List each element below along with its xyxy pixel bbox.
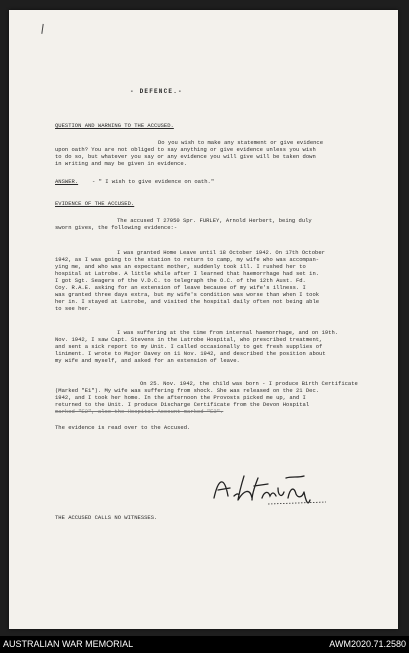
paragraph-1-line: to see her. <box>55 305 92 312</box>
answer-label: ANSWER. <box>55 178 79 185</box>
paragraph-1-line: 1942, as I was going to the station to return to camp, my wife who was accompan- <box>55 256 320 263</box>
paragraph-2-line: I was suffering at the time from internal haemorrhage, and on 19th. <box>117 329 339 336</box>
document-title: - DEFENCE.- <box>130 88 183 95</box>
paragraph-2-line: liniment. I wrote to Major Davey on 11 Nov. 1942, and described the position about <box>55 350 326 357</box>
paragraph-1-line: was granted three days extra, but my wife's condition was worse than when I took <box>55 291 320 298</box>
sworn-line: sworn gives, the following evidence:- <box>55 224 178 231</box>
read-over-statement: The evidence is read over to the Accused. <box>55 424 191 431</box>
paragraph-1-line: Coy. R.A.E. asking for an extension of leave because of my wife's illness. I <box>55 284 306 291</box>
document-page <box>9 10 398 629</box>
paragraph-1-line: ying me, and who was an expectant mother, suddenly took ill. I rushed her to <box>55 263 306 270</box>
caution-line: upon oath? You are not obliged to say anything or give evidence unless you wish <box>55 146 316 153</box>
archive-footer <box>0 636 409 653</box>
caution-line: to do so, but whatever you say or any evidence you will give will be taken down <box>55 153 316 160</box>
paragraph-3-line: 1942, and I took her home. In the afternoon the Provosts picked me up, and I <box>55 394 306 401</box>
evidence-heading: EVIDENCE OF THE ACCUSED. <box>55 200 135 207</box>
paragraph-1-line: I was granted Home Leave until 18 October 1942. On 17th October <box>117 249 325 256</box>
paragraph-3-line: returned to the Unit. I produce Discharge Certificate from the Devon Hospital <box>55 401 310 408</box>
paragraph-1-line: hospital at Latrobe. A little while after I learned that haemorrhage had set in. <box>55 270 320 277</box>
caution-line: Do you wish to make any statement or give evidence <box>158 139 324 146</box>
paragraph-2-line: Nov. 1942, I saw Capt. Stevens in the Latrobe Hospital, who prescribed treatment, <box>55 336 323 343</box>
answer-text: - " I wish to give evidence on oath." <box>92 178 215 185</box>
paragraph-3-line-struck: marked "E2", also the Hospital Account marked "E3". <box>55 408 224 415</box>
paragraph-2-line: and sent a sick report to my Unit. I called occasionally to get fresh supplies of <box>55 343 323 350</box>
sworn-line: The accused T 27950 Spr. FURLEY, Arnold Herbert, being duly <box>117 217 312 224</box>
signature <box>208 468 330 508</box>
paragraph-1-line: I got Sgt. Seagers of the V.D.C. to telegraph the O.C. of the 12th Aust. Fd. <box>55 277 306 284</box>
paragraph-3-line: On 25. Nov. 1942, the child was born - I produce Birth Certificate <box>140 380 358 387</box>
caution-heading: QUESTION AND WARNING TO THE ACCUSED. <box>55 122 174 129</box>
paragraph-3-line: (Marked "E1"). My wife was suffering from shock. She was released on the 21 Dec. <box>55 387 320 394</box>
reference-number: AWM2020.71.2580 <box>329 639 406 649</box>
paragraph-1-line: her in. I stayed at Latrobe, and visited the hospital daily often not being able <box>55 298 320 305</box>
paragraph-2-line: my wife and myself, and asked for an extension of leave. <box>55 357 240 364</box>
institution-label: AUSTRALIAN WAR MEMORIAL <box>3 639 134 649</box>
no-witnesses-statement: THE ACCUSED CALLS NO WITNESSES. <box>55 514 158 521</box>
caution-line: in writing and may be given in evidence. <box>55 160 188 167</box>
